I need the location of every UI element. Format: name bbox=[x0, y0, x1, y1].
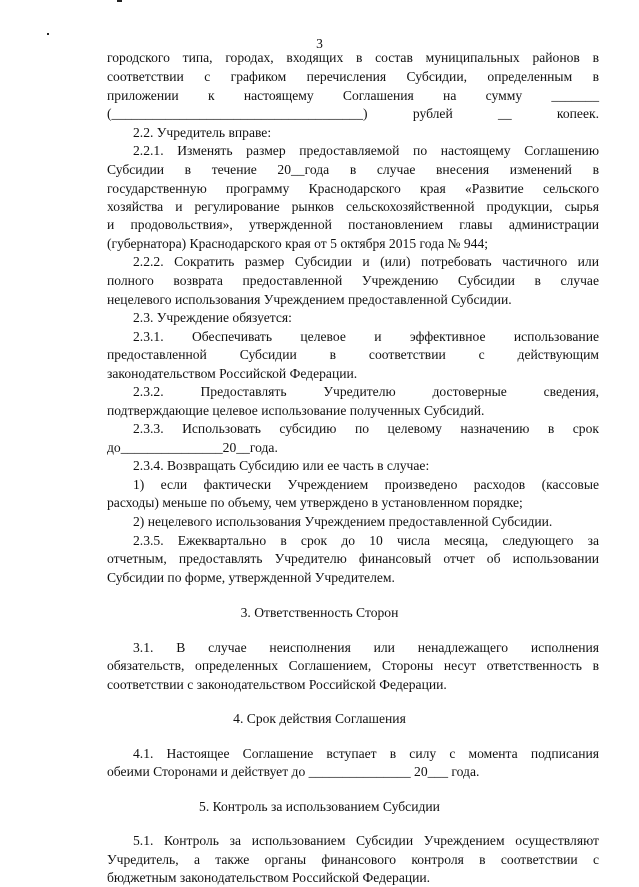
text-line: отчетным, предоставлять Учредителю финансовый отчет об использовании bbox=[107, 551, 599, 566]
section-heading: 5. Контроль за использованием Субсидии bbox=[199, 799, 440, 814]
scan-speck-left bbox=[47, 33, 49, 35]
text-line: приложении к настоящему Соглашения на сумму _______ bbox=[107, 88, 599, 103]
text-line: 2.2. Учредитель вправе: bbox=[133, 125, 272, 140]
text-line: 2.3.1. Обеспечивать целевое и эффективное использование bbox=[133, 329, 599, 344]
text-line: 1) если фактически Учреждением произведено расходов (кассовые bbox=[133, 477, 599, 492]
text-line: полного возврата предоставленной Учреждению Субсидии в случае bbox=[107, 273, 599, 288]
text-line: 2.3.4. Возвращать Субсидию или ее часть в случае: bbox=[133, 458, 430, 473]
text-line: и продовольствия», утвержденной постановлением главы администрации bbox=[107, 217, 599, 232]
scan-speck-top bbox=[117, 0, 122, 2]
text-line: 2.2.2. Сократить размер Субсидии и (или) потребовать частичного или bbox=[133, 254, 599, 269]
text-line: Субсидии в течение 20__года в случае внесения изменений в bbox=[107, 162, 599, 177]
text-line: 2.3.3. Использовать субсидию по целевому назначению в срок bbox=[133, 421, 599, 436]
section-heading: 4. Срок действия Соглашения bbox=[233, 711, 406, 726]
text-line: 2.3.5. Ежеквартально в срок до 10 числа месяца, следующего за bbox=[133, 533, 599, 548]
text-line: расходы) меньше по объему, чем утверждено в установленном порядке; bbox=[107, 495, 523, 510]
text-line: хозяйства и регулирование рынков сельскохозяйственной продукции, сырья bbox=[107, 199, 599, 214]
page-number: 3 bbox=[316, 36, 323, 51]
text-line: обеими Сторонами и действует до _______________ 20___ года. bbox=[107, 764, 480, 779]
text-line: законодательством Российской Федерации. bbox=[107, 366, 358, 381]
text-line: 4.1. Настоящее Соглашение вступает в силу с момента подписания bbox=[133, 746, 599, 761]
text-line: соответствии с законодательством Российской Федерации. bbox=[107, 677, 447, 692]
text-line: 5.1. Контроль за использованием Субсидии Учреждением осуществляют bbox=[133, 833, 599, 848]
text-line: обязательств, определенных Соглашением, Стороны несут ответственность в bbox=[107, 658, 599, 673]
text-line: предоставленной Субсидии в соответствии с действующим bbox=[107, 347, 599, 362]
text-line: соответствии с графиком перечисления Субсидии, определенным в bbox=[107, 69, 599, 84]
text-line: 3.1. В случае неисполнения или ненадлежащего исполнения bbox=[133, 640, 599, 655]
text-line: 2) нецелевого использования Учреждением предоставленной Субсидии. bbox=[133, 514, 553, 529]
text-line: городского типа, городах, входящих в состав муниципальных районов в bbox=[107, 50, 599, 65]
text-line: (губернатора) Краснодарского края от 5 октября 2015 года № 944; bbox=[107, 236, 489, 251]
text-line: бюджетным законодательством Российской Федерации. bbox=[107, 870, 431, 885]
text-line: до_______________20__года. bbox=[107, 440, 278, 455]
text-line: нецелевого использования Учреждением предоставленной Субсидии. bbox=[107, 292, 512, 307]
text-line: подтверждающие целевое использование полученных Субсидий. bbox=[107, 403, 485, 418]
text-line: (_____________________________________) рублей __ копеек. bbox=[107, 106, 599, 121]
text-line: 2.2.1. Изменять размер предоставляемой по настоящему Соглашению bbox=[133, 143, 599, 158]
text-line: 2.3.2. Предоставлять Учредителю достоверные сведения, bbox=[133, 384, 599, 399]
text-line: Учредитель, а также органы финансового контроля в соответствии с bbox=[107, 852, 599, 867]
text-line: Субсидии по форме, утвержденной Учредителем. bbox=[107, 570, 395, 585]
text-line: государственную программу Краснодарского края «Развитие сельского bbox=[107, 181, 599, 196]
section-heading: 3. Ответственность Сторон bbox=[240, 605, 399, 620]
text-line: 2.3. Учреждение обязуется: bbox=[133, 310, 292, 325]
